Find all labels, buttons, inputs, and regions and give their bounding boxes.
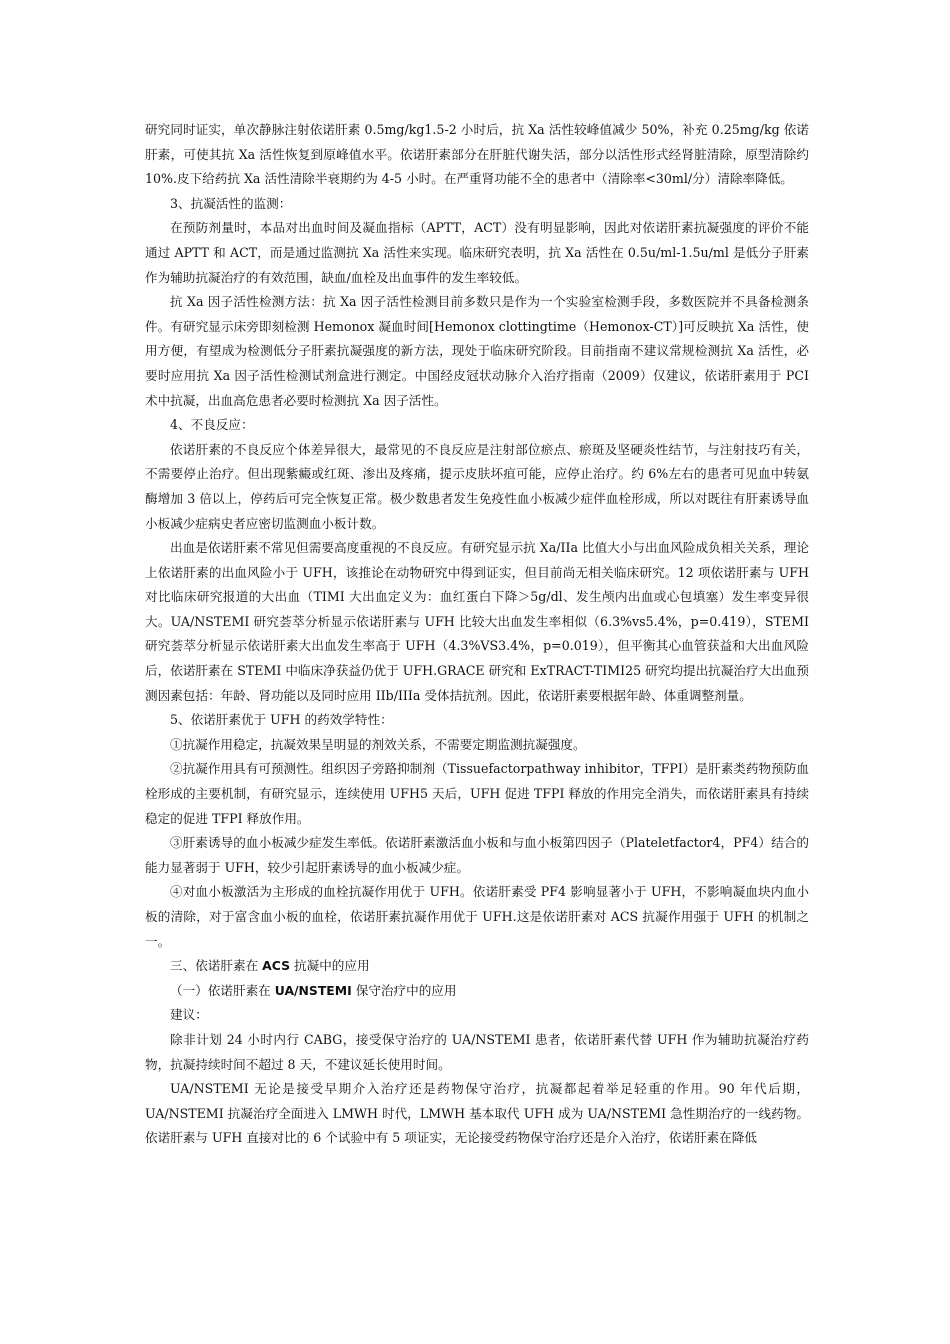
heading-prefix: （一）依诺肝素在 — [170, 982, 275, 998]
document-page — [145, 118, 809, 1151]
heading-suffix: 保守治疗中的应用 — [351, 982, 457, 998]
list-item: ①抗凝作用稳定，抗凝效果呈明显的剂效关系，不需要定期监测抗凝强度。 — [170, 736, 586, 752]
section-title-5: 5、依诺肝素优于 UFH 的药效学特性： — [170, 712, 393, 728]
recommendation-label: 建议： — [170, 1007, 208, 1023]
section-title-4: 4、不良反应： — [170, 417, 254, 433]
list-item: ④对血小板激活为主形成的血栓抗凝作用优于 UFH。依诺肝素受 PF4 影响显著小于 UFH，不影响凝血块内血小板的清除，对于富含血小板的血栓，依诺肝素抗凝作用优于 UFH.这是依诺肝素对 ACS 抗凝作用强于 UFH 的机制之一。 — [145, 884, 809, 949]
paragraph: 出血是依诺肝素不常见但需要高度重视的不良反应。有研究显示抗 Xa/IIa 比值大小与出血风险成负相关关系，理论上依诺肝素的出血风险小于 UFH，该推论在动物研究中得到证实，但目前尚无相关临床研究。12 项依诺肝素与 UFH 对比临床研究报道的大出血（TIMI 大出血定义为：血红蛋白下降＞5g/dl、发生颅内出血或心包填塞）发生率变异很大。UA/NSTEMI 研究荟萃分析显示依诺肝素与 UFH 比较大出血发生率相似（6.3%vs5.4%，p=0.419），STEMI 研究荟萃分析显示依诺肝素大出血发生率高于 UFH（4.3%VS3.4%，p=0.019），但平衡其心血管获益和大出血风险后，依诺肝素在 STEMI 中临床净获益仍优于 UFH.GRACE 研究和 ExTRACT-TIMI25 研究均提出抗凝治疗大出血预测因素包括：年龄、肾功能以及同时应用 IIb/IIIa 受体拮抗剂。因此，依诺肝素要根据年龄、体重调整剂量。 — [145, 540, 809, 703]
heading-bold-term: UA/NSTEMI — [274, 982, 352, 998]
subsection-heading — [145, 979, 809, 1004]
list-item: ③肝素诱导的血小板减少症发生率低。依诺肝素激活血小板和与血小板第四因子（Plateletfactor4，PF4）结合的能力显著弱于 UFH，较少引起肝素诱导的血小板减少症。 — [145, 835, 809, 875]
paragraph-continuation: 研究同时证实，单次静脉注射依诺肝素 0.5mg/kg1.5-2 小时后，抗 Xa 活性较峰值减少 50%，补充 0.25mg/kg 依诺肝素，可使其抗 Xa 活性恢复到原峰值水平。依诺肝素部分在肝脏代谢失活，部分以活性形式经肾脏清除，原型清除约 10%.皮下给药抗 Xa 活性清除半衰期约为 4-5 小时。在严重肾功能不全的患者中（清除率<30ml/分）清除率降低。 — [145, 122, 809, 187]
paragraph: UA/NSTEMI 无论是接受早期介入治疗还是药物保守治疗，抗凝都起着举足轻重的作用。90 年代后期，UA/NSTEMI 抗凝治疗全面进入 LMWH 时代，LMWH 基本取代 UFH 成为 UA/NSTEMI 急性期治疗的一线药物。依诺肝素与 UFH 直接对比的 6 个试验中有 5 项证实，无论接受药物保守治疗还是介入治疗，依诺肝素在降低 — [145, 1081, 809, 1146]
paragraph: 依诺肝素的不良反应个体差异很大，最常见的不良反应是注射部位瘀点、瘀斑及坚硬炎性结节，与注射技巧有关，不需要停止治疗。但出现紫癜或红斑、渗出及疼痛，提示皮肤坏疽可能，应停止治疗。约 6%左右的患者可见血中转氨酶增加 3 倍以上，停药后可完全恢复正常。极少数患者发生免疫性血小板减少症伴血栓形成，所以对既往有肝素诱导血小板减少症病史者应密切监测血小板计数。 — [145, 441, 809, 531]
heading-prefix: 三、依诺肝素在 — [170, 958, 263, 974]
paragraph: 在预防剂量时，本品对出血时间及凝血指标（APTT，ACT）没有明显影响，因此对依诺肝素抗凝强度的评价不能通过 APTT 和 ACT，而是通过监测抗 Xa 活性来实现。临床研究表明，抗 Xa 活性在 0.5u/ml-1.5u/ml 是低分子肝素作为辅助抗凝治疗的有效范围，缺血/血栓及出血事件的发生率较低。 — [145, 220, 809, 285]
paragraph: 除非计划 24 小时内行 CABG，接受保守治疗的 UA/NSTEMI 患者，依诺肝素代替 UFH 作为辅助抗凝治疗药物，抗凝持续时间不超过 8 天，不建议延长使用时间。 — [145, 1031, 809, 1072]
section-title-3: 3、抗凝活性的监测： — [170, 195, 292, 211]
list-item: ②抗凝作用具有可预测性。组织因子旁路抑制剂（Tissuefactorpathway inhibitor，TFPI）是肝素类药物预防血栓形成的主要机制，有研究显示，连续使用 UFH5 天后，UFH 促进 TFPI 释放的作用完全消失，而依诺肝素具有持续稳定的促进 TFPI 释放作用。 — [145, 761, 809, 826]
chapter-heading — [145, 954, 809, 979]
paragraph: 抗 Xa 因子活性检测方法：抗 Xa 因子活性检测目前多数只是作为一个实验室检测手段，多数医院并不具备检测条件。有研究显示床旁即刻检测 Hemonox 凝血时间[Hemonox clottingtime（Hemonox-CT）]可反映抗 Xa 活性，使用方便，有望成为检测低分子肝素抗凝强度的新方法，现处于临床研究阶段。目前指南不建议常规检测抗 Xa 活性，必要时应用抗 Xa 因子活性检测试剂盒进行测定。中国经皮冠状动脉介入治疗指南（2009）仅建议，依诺肝素用于 PCI 术中抗凝，出血高危患者必要时检测抗 Xa 因子活性。 — [145, 294, 809, 408]
heading-suffix: 抗凝中的应用 — [290, 958, 370, 974]
heading-bold-term: ACS — [262, 958, 291, 974]
